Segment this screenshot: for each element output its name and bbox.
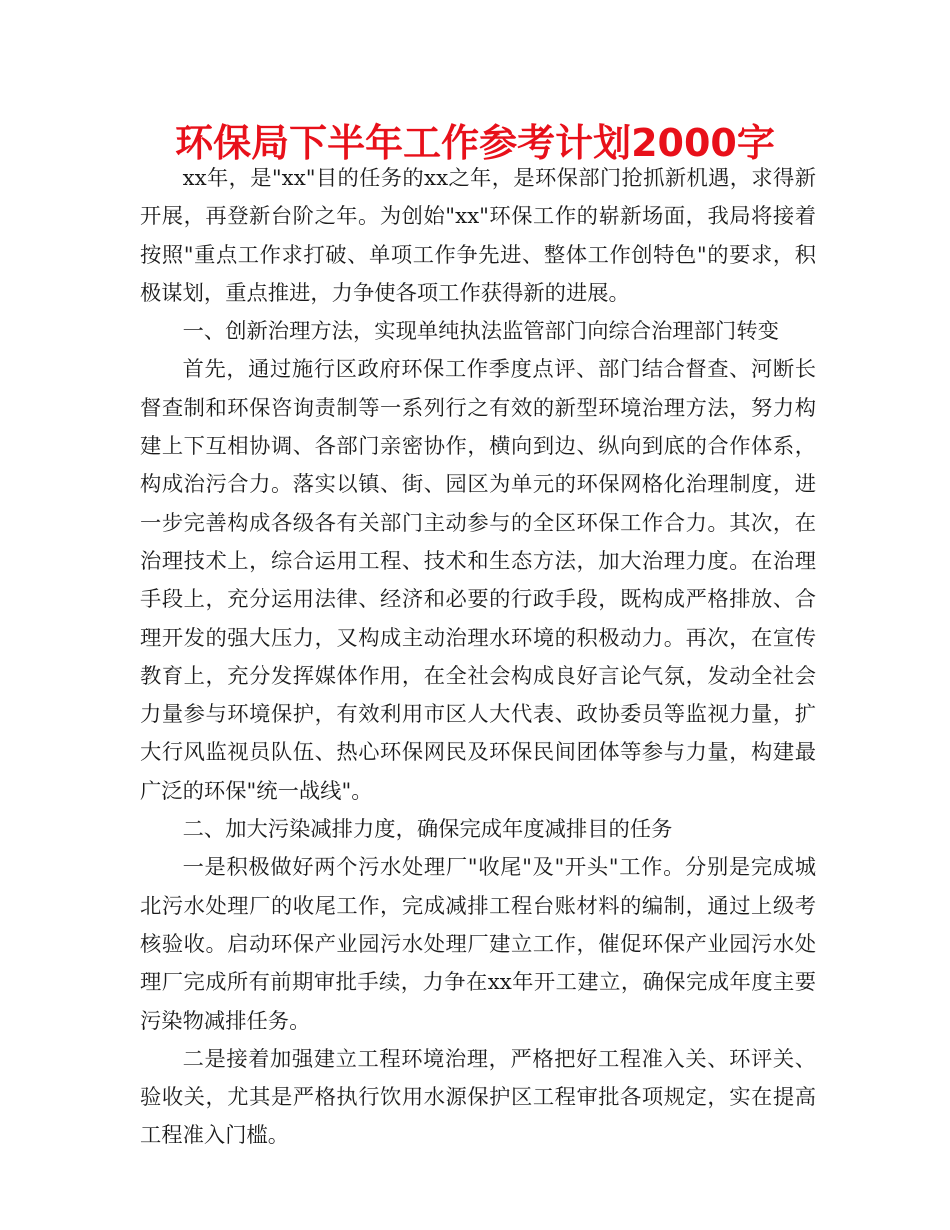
section-heading-2: 二、加大污染减排力度，确保完成年度减排目的任务 [182, 817, 673, 843]
document-body [140, 160, 816, 1156]
paragraph-section-1: 首先，通过施行区政府环保工作季度点评、部门结合督查、河断长督查制和环保咨询责制等一系列行之有效的新型环境治理方法，努力构建上下互相协调、各部门亲密协作，横向到边、纵向到底的合作体系，构成治污合力。落实以镇、街、园区为单元的环保网格化治理制度，进一步完善构成各级各有关部门主动参与的全区环保工作合力。其次，在治理技术上，综合运用工程、技术和生态方法，加大治理力度。在治理手段上，充分运用法律、经济和必要的行政手段，既构成严格排放、合理开发的强大压力，又构成主动治理水环境的积极动力。再次，在宣传教育上，充分发挥媒体作用，在全社会构成良好言论气氛，发动全社会力量参与环境保护，有效利用市区人大代表、政协委员等监视力量，扩大行风监视员队伍、热心环保网民及环保民间团体等参与力量，构建最广泛的环保"统一战线"。 [140, 357, 816, 804]
paragraph-intro: xx年，是"xx"目的任务的xx之年，是环保部门抢抓新机遇，求得新开展，再登新台阶之年。为创始"xx"环保工作的崭新场面，我局将接着按照"重点工作求打破、单项工作争先进、整体工作创特色"的要求，积极谋划，重点推进，力争使各项工作获得新的进展。 [140, 166, 816, 306]
paragraph-section-2-item-2: 二是接着加强建立工程环境治理，严格把好工程准入关、环评关、验收关，尤其是严格执行饮用水源保护区工程审批各项规定，实在提高工程准入门槛。 [140, 1046, 816, 1149]
section-heading-1: 一、创新治理方法，实现单纯执法监管部门向综合治理部门转变 [182, 319, 779, 345]
paragraph-section-2-item-1: 一是积极做好两个污水处理厂"收尾"及"开头"工作。分别是完成城北污水处理厂的收尾工作，完成减排工程台账材料的编制，通过上级考核验收。启动环保产业园污水处理厂建立工作，催促环保产业园污水处理厂完成所有前期审批手续，力争在xx年开工建立，确保完成年度主要污染物减排任务。 [140, 855, 816, 1034]
document-title: 环保局下半年工作参考计划2000字 [175, 121, 775, 165]
